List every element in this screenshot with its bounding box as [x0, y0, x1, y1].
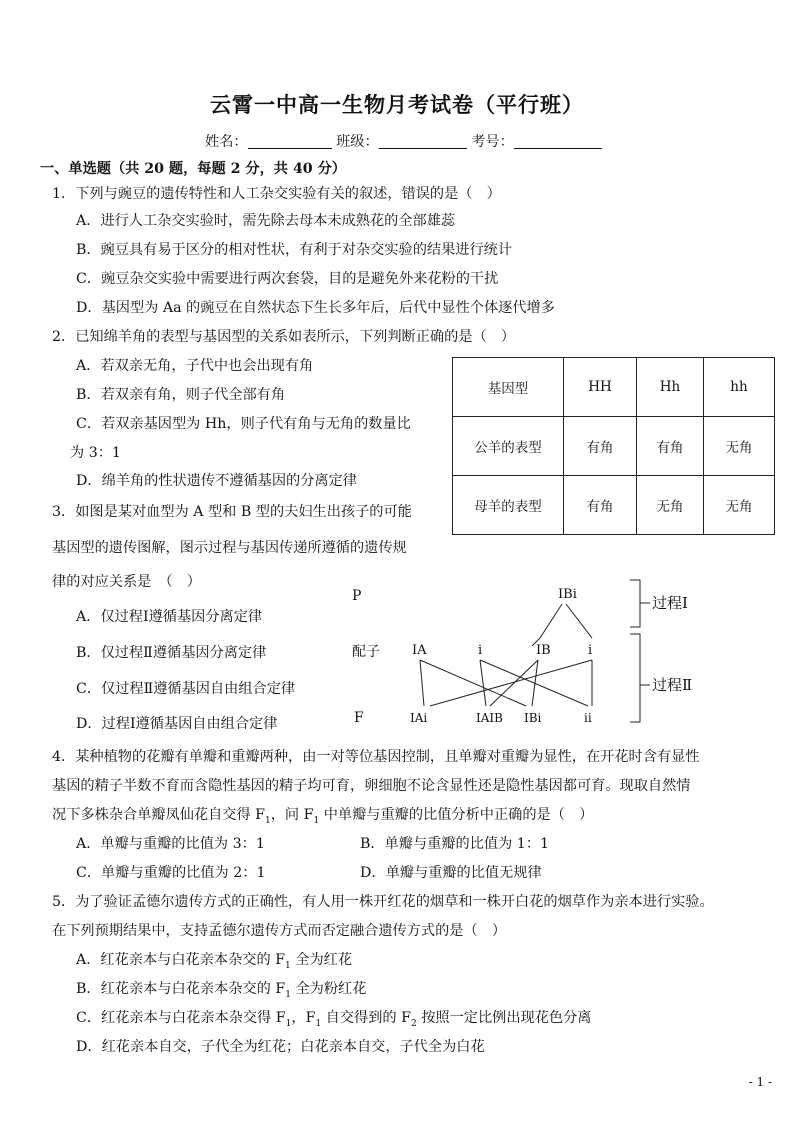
name-label: 姓名：	[205, 134, 248, 150]
exam-no-blank[interactable]	[514, 133, 602, 149]
subscript: 1	[264, 815, 271, 826]
q5-option-b-text: B．红花亲本与白花亲本杂交的 F	[76, 981, 286, 997]
q5-line-2: 在下列预期结果中，支持孟德尔遗传方式而否定融合遗传方式的是（ ）	[52, 923, 507, 939]
q4-option-b: B．单瓣与重瓣的比值为 1：1	[360, 836, 550, 852]
subscript: 1	[285, 989, 291, 1000]
table-row	[453, 476, 775, 535]
q3-option-b: B．仅过程Ⅱ遵循基因分离定律	[76, 645, 267, 661]
subscript: 1	[313, 815, 320, 826]
q2-stem: 2．已知绵羊角的表型与基因型的关系如表所示，下列判断正确的是（ ）	[52, 329, 516, 345]
table-cell: 有角	[564, 476, 637, 535]
table-row	[453, 417, 775, 476]
class-blank[interactable]	[379, 133, 467, 149]
q3-stem-1: 3．如图是某对血型为 A 型和 B 型的夫妇生出孩子的可能	[52, 504, 412, 520]
inheritance-diagram	[340, 572, 760, 732]
table-cell: 无角	[637, 476, 704, 535]
q5-option-b-tail: 全为粉红花	[290, 981, 367, 997]
q4-line-3a: 况下多株杂合单瓣凤仙花自交得 F	[52, 807, 265, 823]
table-cell: HH	[564, 358, 637, 417]
subscript: 1	[285, 1018, 292, 1029]
class-label: 班级：	[336, 134, 379, 150]
q5-option-a-text: A．红花亲本与白花亲本杂交的 F	[76, 952, 286, 968]
table-cell: 有角	[564, 417, 637, 476]
diagram-lines	[420, 580, 650, 722]
q1-stem: 1．下列与豌豆的遗传特性和人工杂交实验有关的叙述，错误的是（ ）	[52, 186, 501, 202]
table-cell: 母羊的表型	[453, 476, 564, 535]
section-heading: 一、单选题（共 20 题，每题 2 分，共 40 分）	[40, 161, 346, 177]
exam-title: 云霄一中高一生物月考试卷（平行班）	[210, 92, 584, 117]
q4-line-2: 基因的精子半数不育而含隐性基因的精子均可育，卵细胞不论含显性还是隐性基因都可育。现取自然情	[52, 778, 691, 794]
q4-line-3b: ，问 F	[270, 807, 314, 823]
gamete-ia: IA	[412, 643, 427, 658]
q1-option-c: C．豌豆杂交实验中需要进行两次套袋，目的是避免外来花粉的干扰	[76, 271, 499, 287]
subscript: 1	[315, 1018, 322, 1029]
q3-stem-2: 基因型的遗传图解，图示过程与基因传递所遵循的遗传规	[52, 540, 407, 556]
q3-option-c: C．仅过程Ⅱ遵循基因自由组合定律	[76, 681, 296, 697]
q5-option-d: D．红花亲本自交，子代全为红花；白花亲本自交，子代全为白花	[76, 1039, 485, 1055]
f-label: F	[354, 710, 364, 726]
offspring-3: IBi	[524, 711, 542, 725]
process-1-label: 过程Ⅰ	[652, 594, 688, 612]
q5-option-c-part2: ，F	[291, 1010, 316, 1026]
subscript: 2	[410, 1018, 417, 1029]
table-cell: hh	[704, 358, 775, 417]
offspring-1: IAi	[410, 711, 428, 725]
table-cell: 有角	[637, 417, 704, 476]
q1-option-d: D．基因型为 Aa 的豌豆在自然状态下生长多年后，后代中显性个体逐代增多	[76, 300, 555, 316]
q5-option-c-text: C．红花亲本与白花亲本杂交得 F	[76, 1010, 286, 1026]
q4-option-a: A．单瓣与重瓣的比值为 3：1	[76, 836, 265, 852]
table-cell: 基因型	[453, 358, 564, 417]
q5-option-c	[76, 1007, 591, 1029]
header-fields	[205, 131, 602, 151]
q4-line-1: 4．某种植物的花瓣有单瓣和重瓣两种，由一对等位基因控制，且单瓣对重瓣为显性，在开花时含有显性	[52, 749, 700, 765]
table-cell: 无角	[704, 417, 775, 476]
offspring-4: ii	[584, 711, 592, 725]
process-2-label: 过程Ⅱ	[652, 676, 693, 694]
q4-line-3	[52, 804, 593, 826]
q5-option-c-part3: 自交得到的 F	[321, 1010, 411, 1026]
p-label: P	[352, 588, 362, 604]
q5-option-b	[76, 978, 366, 1000]
q2-option-a: A．若双亲无角，子代中也会出现有角	[76, 358, 314, 374]
name-blank[interactable]	[248, 133, 332, 149]
q2-option-d: D．绵羊角的性状遗传不遵循基因的分离定律	[76, 473, 357, 489]
q2-option-c: C．若双亲基因型为 Hh，则子代有角与无角的数量比	[76, 416, 411, 432]
q3-option-a: A．仅过程Ⅰ遵循基因分离定律	[76, 609, 263, 625]
q5-line-1: 5．为了验证孟德尔遗传方式的正确性，有人用一株开红花的烟草和一株开白花的烟草作为亲本进行实验。	[52, 894, 714, 910]
gamete-ib: IB	[536, 643, 551, 658]
table-header-row	[453, 358, 775, 417]
q2-option-b: B．若双亲有角，则子代全部有角	[76, 387, 286, 403]
q4-line-3c: 中单瓣与重瓣的比值分析中正确的是（ ）	[319, 807, 594, 823]
genotype-phenotype-table	[452, 357, 775, 535]
table-cell: Hh	[637, 358, 704, 417]
subscript: 1	[285, 960, 291, 971]
q4-option-d: D．单瓣与重瓣的比值无规律	[360, 865, 542, 881]
table-cell: 公羊的表型	[453, 417, 564, 476]
q4-option-c: C．单瓣与重瓣的比值为 2：1	[76, 865, 266, 881]
q5-option-a-tail: 全为红花	[290, 952, 353, 968]
gamete-i-2: i	[588, 643, 593, 658]
gamete-label: 配子	[352, 644, 380, 660]
q3-option-d: D．过程Ⅰ遵循基因自由组合定律	[76, 716, 278, 732]
exam-no-label: 考号：	[471, 134, 514, 150]
q1-option-b: B．豌豆具有易于区分的相对性状，有利于对杂交实验的结果进行统计	[76, 242, 513, 258]
gamete-i-1: i	[478, 643, 483, 658]
parent2-genotype: IBi	[558, 587, 577, 602]
q2-option-c-cont: 为 3：1	[70, 445, 121, 461]
q1-option-a: A．进行人工杂交实验时，需先除去母本未成熟花的全部雄蕊	[76, 213, 456, 229]
q5-option-a	[76, 949, 352, 971]
q5-option-c-part4: 按照一定比例出现花色分离	[416, 1010, 592, 1026]
page-number: - 1 -	[748, 1075, 772, 1089]
table-cell: 无角	[704, 476, 775, 535]
offspring-2: IAIB	[476, 711, 503, 725]
q3-stem-3: 律的对应关系是 （ ）	[52, 574, 201, 590]
